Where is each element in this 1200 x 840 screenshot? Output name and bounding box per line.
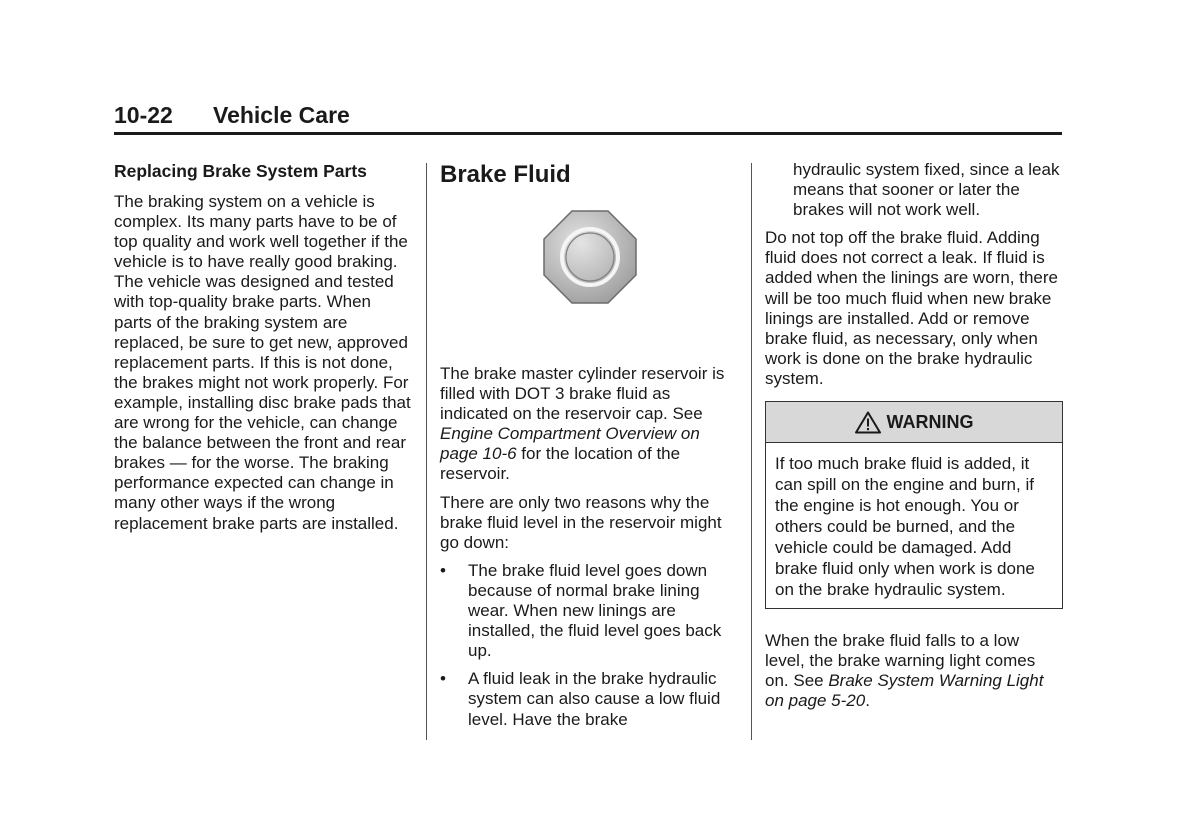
column-divider [426, 163, 427, 740]
cross-reference: Engine Compartment Overview on page 10-6 [440, 424, 700, 464]
section-heading: Brake Fluid [440, 161, 571, 188]
section-title: Vehicle Care [213, 102, 350, 128]
column-middle [440, 160, 740, 738]
body-paragraph: There are only two reasons why the brake fluid level in the reservoir might go down: [440, 492, 722, 552]
column-divider [751, 163, 752, 740]
warning-title: WARNING [886, 411, 974, 432]
body-paragraph: Do not top off the brake fluid. Adding fluid does not correct a leak. If fluid is added when the linings are worn, there will be too much fluid when new brake linings are installed. Add or remove brake fluid, as necessary, only when work is done on the brake hydraulic system. [765, 228, 1058, 388]
warning-body: If too much brake fluid is added, it can spill on the engine and burn, if the engine is hot enough. You or others could be burned, and the vehicle could be damaged. Add brake fluid only when work is done on the brake hydraulic system. [775, 454, 1035, 600]
brake-fluid-reservoir-cap-icon [440, 202, 740, 312]
page-header [114, 98, 1062, 135]
body-paragraph: The brake master cylinder reservoir is filled with DOT 3 brake fluid as indicated on the reservoir cap. See Engine Compartment Overview on page 10-6 for the location of the reservoir. [440, 364, 725, 484]
cross-reference: Brake System Warning Light on page 5-20 [765, 671, 1044, 711]
body-paragraph: When the brake fluid falls to a low level, the brake warning light comes on. See Brake System Warning Light on page 5-20. [765, 631, 1044, 711]
list-item: • A fluid leak in the brake hydraulic system can also cause a low fluid level. Have the brake [440, 669, 740, 729]
body-paragraph: The braking system on a vehicle is complex. Its many parts have to be of top quality and work well together if the vehicle is to have really good braking. The vehicle was designed and tested with top-quality brake parts. When parts of the braking system are replaced, be sure to get new, approved replacement parts. If this is not done, the brakes might not work properly. For example, installing disc brake pads that are wrong for the vehicle, can change the balance between the front and rear brakes — for the worse. The braking performance expected can change in many other ways if the wrong replacement brake parts are installed. [114, 192, 411, 533]
column-left [114, 160, 412, 542]
bullet-continuation: hydraulic system fixed, since a leak means that sooner or later the brakes will not work well. [793, 160, 1060, 220]
warning-box [765, 401, 1063, 609]
section-heading: Replacing Brake System Parts [114, 161, 367, 181]
column-right [765, 160, 1063, 719]
warning-triangle-icon [855, 411, 881, 434]
list-item: • The brake fluid level goes down because of normal brake lining wear. When new linings are installed, the fluid level goes back up. [440, 561, 740, 661]
page-number: 10-22 [114, 102, 173, 128]
bullet-list [440, 561, 740, 730]
warning-header [766, 402, 1062, 443]
